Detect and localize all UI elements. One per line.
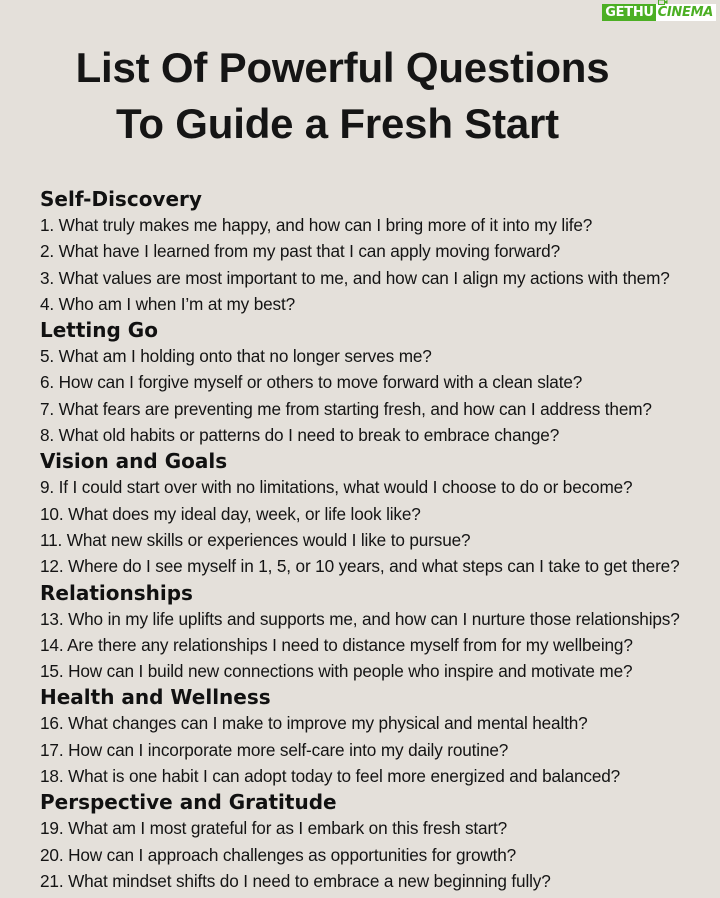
question-item: 14. Are there any relationships I need to distance myself from for my wellbeing?	[40, 634, 633, 655]
watermark-text-part2: CINEMA	[656, 4, 716, 21]
section-relationships	[40, 580, 716, 685]
page-title-line-2: To Guide a Fresh Start	[116, 100, 559, 147]
camera-icon	[658, 0, 668, 5]
page-title-line-1: List Of Powerful Questions	[75, 44, 610, 91]
watermark-logo	[602, 4, 716, 21]
section-heading: Perspective and Gratitude	[40, 790, 337, 815]
question-item: 11. What new skills or experiences would I like to pursue?	[40, 529, 471, 550]
section-heading: Relationships	[40, 580, 193, 605]
question-item: 10. What does my ideal day, week, or life look like?	[40, 503, 421, 524]
question-item: 9. If I could start over with no limitations, what would I choose to do or become?	[40, 477, 633, 498]
section-health-and-wellness	[40, 684, 716, 789]
section-heading: Letting Go	[40, 318, 158, 343]
question-item: 21. What mindset shifts do I need to embrace a new beginning fully?	[40, 870, 551, 891]
section-heading: Health and Wellness	[40, 685, 271, 710]
question-item: 1. What truly makes me happy, and how can I bring more of it into my life?	[40, 215, 593, 235]
question-item: 18. What is one habit I can adopt today to feel more energized and balanced?	[40, 766, 621, 787]
section-vision-and-goals	[40, 448, 716, 579]
question-item: 20. How can I approach challenges as opportunities for growth?	[40, 844, 517, 865]
page-title	[0, 40, 720, 152]
section-self-discovery	[40, 186, 716, 317]
question-item: 13. Who in my life uplifts and supports me, and how can I nurture those relationships?	[40, 608, 680, 629]
section-heading: Vision and Goals	[40, 449, 228, 474]
question-item: 8. What old habits or patterns do I need to break to embrace change?	[40, 425, 560, 446]
question-item: 3. What values are most important to me, and how can I align my actions with them?	[40, 267, 670, 288]
question-item: 2. What have I learned from my past that I can apply moving forward?	[40, 241, 561, 262]
question-item: 16. What changes can I make to improve my physical and mental health?	[40, 713, 588, 734]
question-item: 19. What am I most grateful for as I embark on this fresh start?	[40, 818, 508, 839]
question-item: 15. How can I build new connections with people who inspire and motivate me?	[40, 661, 633, 682]
watermark-text-part1: GETHU	[602, 4, 655, 21]
question-item: 6. How can I forgive myself or others to move forward with a clean slate?	[40, 372, 583, 393]
section-letting-go	[40, 317, 716, 448]
question-list	[40, 186, 716, 894]
section-perspective-and-gratitude	[40, 789, 716, 894]
question-item: 4. Who am I when I’m at my best?	[40, 293, 296, 314]
question-item: 7. What fears are preventing me from starting fresh, and how can I address them?	[40, 398, 652, 419]
question-item: 5. What am I holding onto that no longer serves me?	[40, 346, 432, 367]
question-item: 12. Where do I see myself in 1, 5, or 10 years, and what steps can I take to get there?	[40, 556, 680, 577]
section-heading: Self-Discovery	[40, 187, 202, 211]
question-item: 17. How can I incorporate more self-care into my daily routine?	[40, 739, 509, 760]
